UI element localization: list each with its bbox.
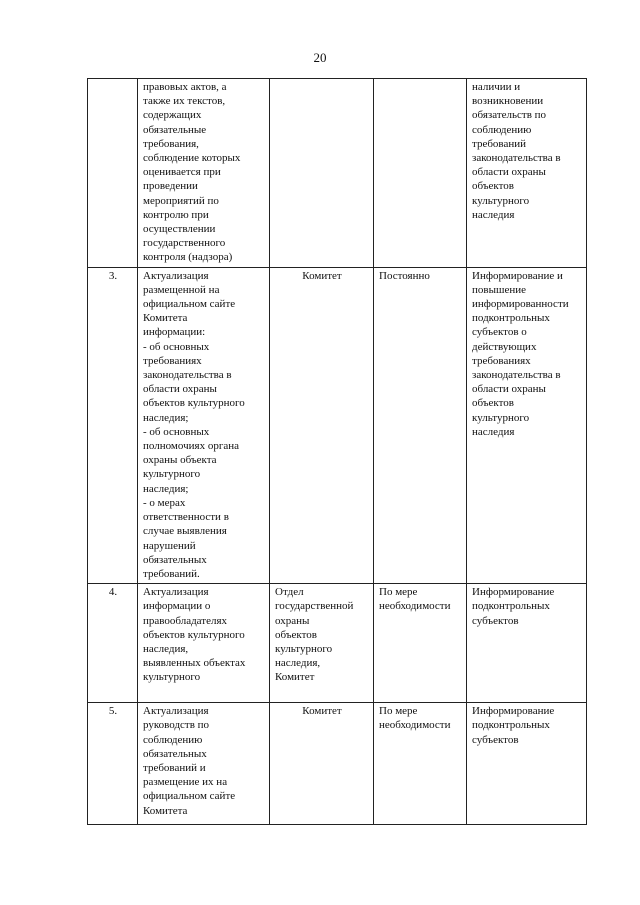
responsible-cell: Комитет (270, 267, 374, 583)
table-row (88, 703, 587, 825)
deadline-cell: Постоянно (374, 267, 467, 583)
responsible-cell: Отдел государственной охраны объектов культурного наследия, Комитет (270, 584, 374, 703)
action-cell: правовых актов, а также их текстов, содержащих обязательные требования, соблюдение которых оценивается при проведении мероприятий по контролю при осуществлении государственного контроля (надзора) (138, 79, 270, 268)
action-cell: Актуализация размещенной на официальном сайте Комитета информации: - об основных требованиях законодательства в области охраны объектов культурного наследия; - об основных полномочиях органа охраны объекта культурного наследия; - о мерах ответственности в случае выявления нарушений обязательных требований. (138, 267, 270, 583)
result-cell: Информирование и повышение информированности подконтрольных субъектов о действующих требованиях законодательства в области охраны объектов культурного наследия (467, 267, 587, 583)
result-cell: Информирование подконтрольных субъектов (467, 703, 587, 825)
responsible-cell: Комитет (270, 703, 374, 825)
row-number-cell: 4. (88, 584, 138, 703)
row-number-cell: 3. (88, 267, 138, 583)
row-number-cell (88, 79, 138, 268)
deadline-cell: По мере необходимости (374, 703, 467, 825)
responsible-cell (270, 79, 374, 268)
result-cell: наличии и возникновении обязательств по соблюдению требований законодательства в области охраны объектов культурного наследия (467, 79, 587, 268)
result-cell: Информирование подконтрольных субъектов (467, 584, 587, 703)
table-row (88, 79, 587, 268)
table-row (88, 267, 587, 583)
deadline-cell (374, 79, 467, 268)
action-cell: Актуализация руководств по соблюдению обязательных требований и размещение их на официальном сайте Комитета (138, 703, 270, 825)
row-number-cell: 5. (88, 703, 138, 825)
table-row (88, 584, 587, 703)
page-number: 20 (313, 50, 327, 65)
action-cell: Актуализация информации о правообладателях объектов культурного наследия, выявленных объектах культурного (138, 584, 270, 703)
measures-table (87, 78, 587, 825)
deadline-cell: По мере необходимости (374, 584, 467, 703)
